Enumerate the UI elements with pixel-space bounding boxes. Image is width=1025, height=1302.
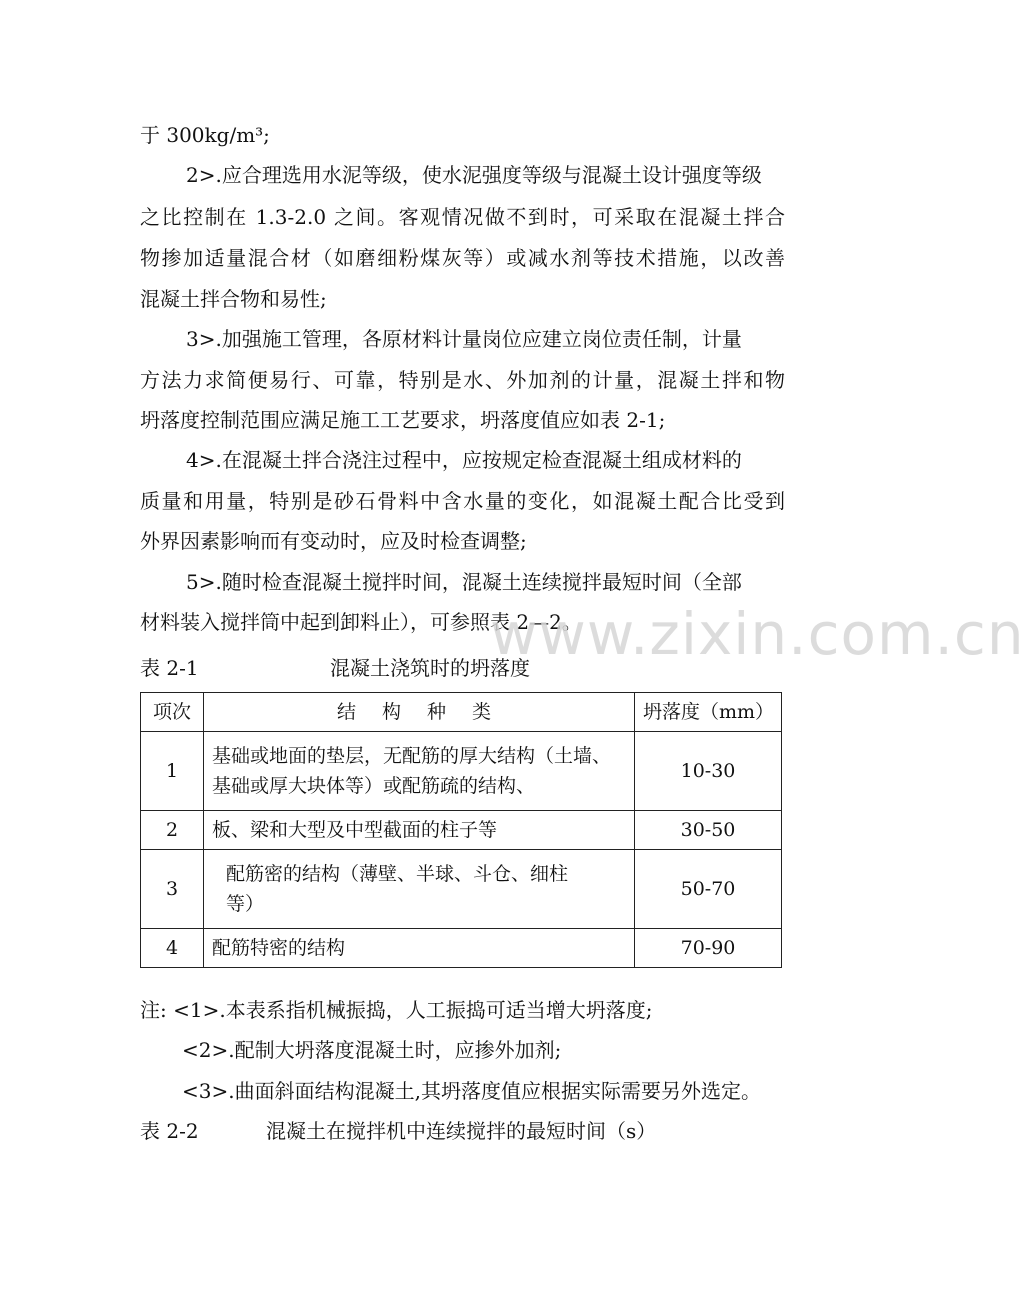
row-slump: 50-70 — [635, 850, 782, 929]
row-structure: 基础或地面的垫层，无配筋的厚大结构（土墙、基础或厚大块体等）或配筋疏的结构、 — [204, 732, 635, 811]
paragraph-line: 质量和用量，特别是砂石骨料中含水量的变化，如混凝土配合比受到 — [140, 489, 785, 513]
row-index: 3 — [141, 850, 204, 929]
note-line: <3>.曲面斜面结构混凝土,其坍落度值应根据实际需要另外选定。 — [182, 1079, 761, 1103]
watermark: www.zixin.com.cn — [490, 600, 1025, 668]
table-title: 混凝土在搅拌机中连续搅拌的最短时间（s） — [266, 1119, 657, 1143]
paragraph-line: 材料装入搅拌筒中起到卸料止），可参照表 2—2。 — [140, 610, 582, 634]
note-line: <2>.配制大坍落度混凝土时，应掺外加剂; — [182, 1038, 562, 1062]
row-index: 4 — [141, 929, 204, 968]
table-row — [141, 929, 782, 968]
paragraph-line: 于 300kg/m³; — [140, 123, 270, 147]
paragraph-line: 之比控制在 1.3-2.0 之间。客观情况做不到时，可采取在混凝土拌合 — [140, 205, 785, 229]
row-structure: 配筋特密的结构 — [204, 929, 635, 968]
paragraph-line: 3>.加强施工管理，各原材料计量岗位应建立岗位责任制，计量 — [186, 327, 742, 351]
paragraph-line: 方法力求简便易行、可靠，特别是水、外加剂的计量，混凝土拌和物 — [140, 368, 785, 392]
row-slump: 70-90 — [635, 929, 782, 968]
paragraph-line: 4>.在混凝土拌合浇注过程中，应按规定检查混凝土组成材料的 — [186, 448, 742, 472]
row-structure: 配筋密的结构（薄壁、半球、斗仓、细柱等） — [204, 850, 635, 929]
table-row — [141, 811, 782, 850]
header-cell-slump: 坍落度（mm） — [635, 693, 782, 732]
row-index: 1 — [141, 732, 204, 811]
table-row — [141, 732, 782, 811]
row-slump: 10-30 — [635, 732, 782, 811]
paragraph-line: 坍落度控制范围应满足施工工艺要求，坍落度值应如表 2-1; — [140, 408, 666, 432]
row-slump: 30-50 — [635, 811, 782, 850]
table-number: 表 2-1 — [140, 656, 199, 680]
paragraph-line: 5>.随时检查混凝土搅拌时间，混凝土连续搅拌最短时间（全部 — [186, 570, 742, 594]
table-row — [141, 850, 782, 929]
row-structure: 板、梁和大型及中型截面的柱子等 — [204, 811, 635, 850]
table-number: 表 2-2 — [140, 1119, 199, 1143]
slump-table — [140, 692, 782, 968]
header-structure-label: 结 构 种 类 — [336, 701, 502, 723]
header-cell-structure — [204, 693, 635, 732]
paragraph-line: 2>.应合理选用水泥等级，使水泥强度等级与混凝土设计强度等级 — [186, 163, 762, 187]
row-index: 2 — [141, 811, 204, 850]
table-header-row — [141, 693, 782, 732]
table-title: 混凝土浇筑时的坍落度 — [330, 656, 530, 680]
header-cell-index: 项次 — [141, 693, 204, 732]
note-line: 注: <1>.本表系指机械振捣，人工振捣可适当增大坍落度; — [140, 998, 653, 1022]
paragraph-line: 物掺加适量混合材（如磨细粉煤灰等）或减水剂等技术措施，以改善 — [140, 246, 785, 270]
paragraph-line: 外界因素影响而有变动时，应及时检查调整; — [140, 529, 527, 553]
paragraph-line: 混凝土拌合物和易性; — [140, 287, 327, 311]
